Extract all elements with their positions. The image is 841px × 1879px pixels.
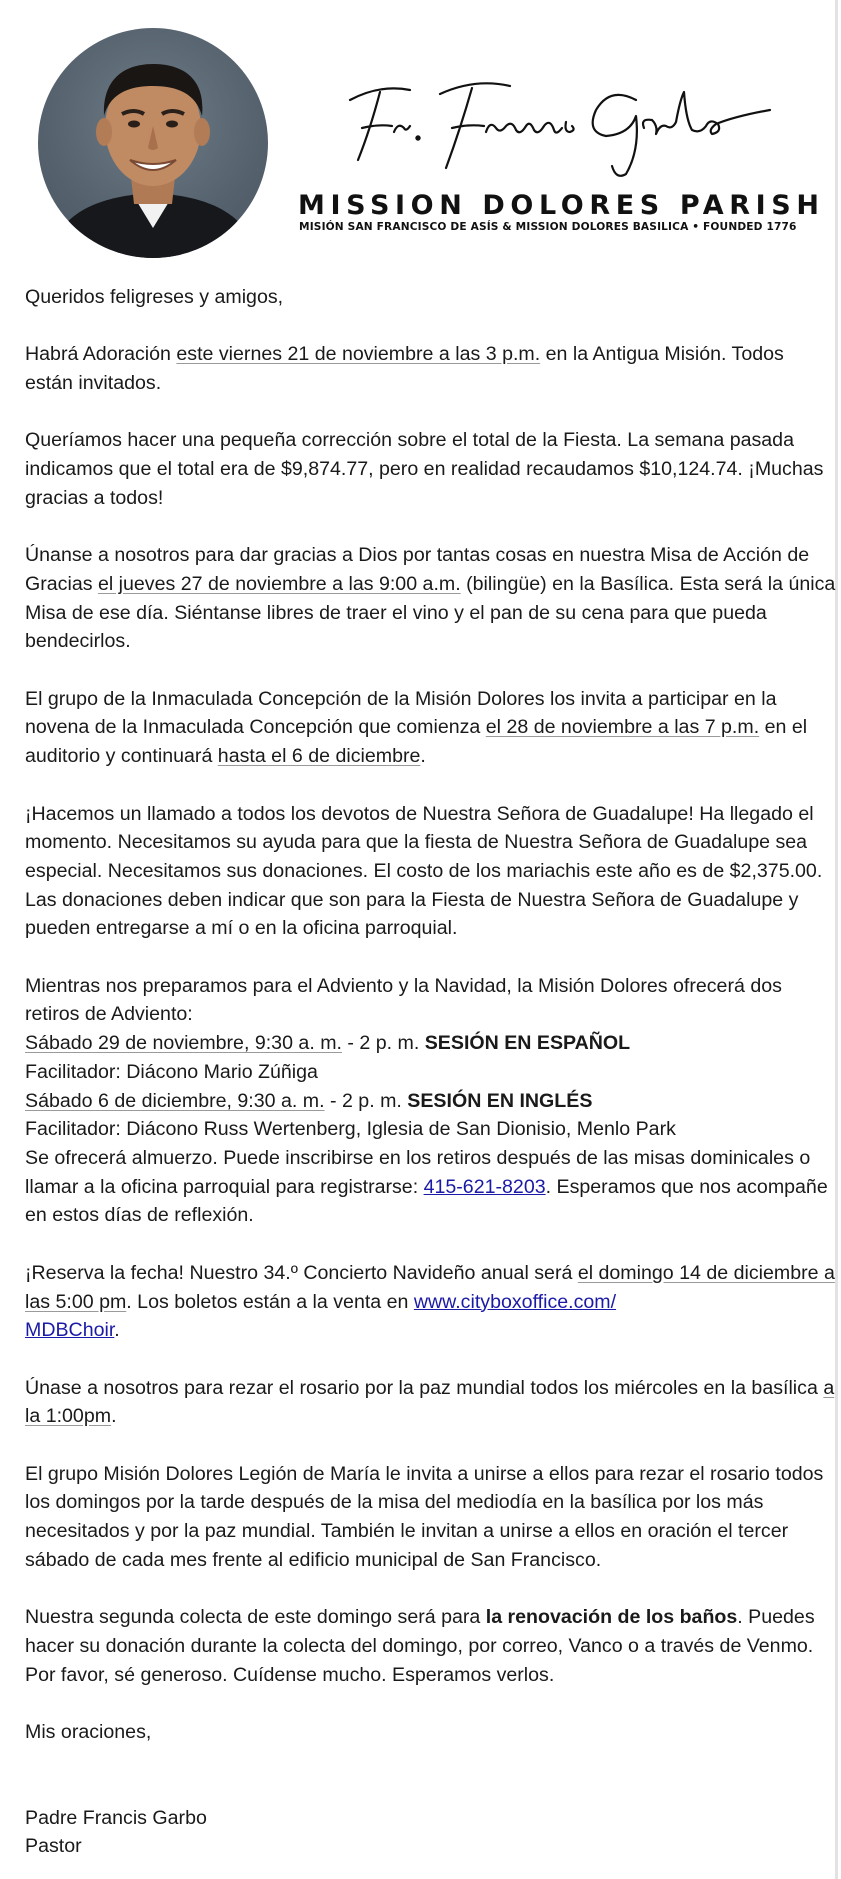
session-english: SESIÓN EN INGLÉS	[407, 1089, 593, 1112]
paragraph-advent-retreats: Mientras nos preparamos para el Adviento y la Navidad, la Misión Dolores ofrecerá dos retiros de Adviento: Sábado 29 de noviembre, 9:30 a. m. - 2 p. m. SESIÓN EN ESPAÑOL Facilitador: Diácono Mario Zúñiga Sábado 6 de diciembre, 9:30 a. m. - 2 p. m. SESIÓN EN INGLÉS Facilitador: Diácono Russ Wertenberg, Iglesia de San Dionisio, Menlo Park Se ofrecerá almuerzo. Puede inscribirse en los retiros después de las misas dominicales o llamar a la oficina parroquial para registrarse: 415-621-8203. Esperamos que nos acompañe en estos días de reflexión.	[25, 974, 828, 1227]
date-link[interactable]: Sábado 29 de noviembre, 9:30 a. m.	[25, 1032, 342, 1055]
date-link[interactable]: el 28 de noviembre a las 7 p.m.	[485, 716, 760, 739]
paragraph-guadalupe: ¡Hacemos un llamado a todos los devotos de Nuestra Señora de Guadalupe! Ha llegado el momento. Necesitamos su ayuda para que la fiesta de Nuestra Señora de Guadalupe sea especial. Necesitamos sus donaciones. El costo de los mariachis este año es de $2,375.00. Las donaciones deben indicar que son para la Fiesta de Nuestra Señora de Guadalupe y pueden entregarse a mí o en la oficina parroquial.	[25, 802, 823, 940]
phone-link[interactable]: 415-621-8203	[423, 1175, 546, 1198]
parish-name: MISSION DOLORES PARISH	[298, 190, 825, 221]
facilitator-1: Facilitador: Diácono Mario Zúñiga	[25, 1060, 318, 1083]
date-link[interactable]: el domingo 14 de diciembre a las 5:00 pm	[25, 1261, 835, 1313]
priest-portrait-icon	[38, 28, 268, 258]
paragraph-adoration: Habrá Adoración este viernes 21 de noviembre a las 3 p.m. en la Antigua Misión. Todos están invitados.	[25, 343, 784, 395]
session-spanish: SESIÓN EN ESPAÑOL	[424, 1032, 631, 1055]
greeting: Queridos feligreses y amigos,	[25, 286, 284, 308]
signer-name: Padre Francis Garbo	[25, 1806, 207, 1829]
paragraph-second-collection: Nuestra segunda colecta de este domingo será para la renovación de los baños. Puedes hacer su donación durante la colecta del domingo, por correo, Vanco o a través de Venmo. Por favor, sé generoso. Cuídense mucho. Esperamos verlos.	[25, 1606, 815, 1686]
paragraph-fiesta-correction: Queríamos hacer una pequeña corrección sobre el total de la Fiesta. La semana pasada indicamos que el total era de $9,874.77, pero en realidad recaudamos $10,124.74. ¡Muchas gracias a todos!	[25, 429, 824, 509]
signature-block	[25, 1804, 837, 1861]
signer-title: Pastor	[25, 1835, 82, 1858]
paragraph-concert: ¡Reserva la fecha! Nuestro 34.º Concierto Navideño anual será el domingo 14 de diciembre a las 5:00 pm. Los boletos están a la venta en www.cityboxoffice.com/ MDBChoir.	[25, 1261, 835, 1342]
date-link[interactable]: este viernes 21 de noviembre a las 3 p.m.	[176, 343, 541, 366]
tickets-link[interactable]: www.cityboxoffice.com/	[413, 1290, 617, 1313]
paragraph-novena: El grupo de la Inmaculada Concepción de la Misión Dolores los invita a participar en la novena de la Inmaculada Concepción que comienza el 28 de noviembre a las 7 p.m. en el auditorio y continuará hasta el 6 de diciembre.	[25, 687, 808, 768]
date-link[interactable]: el jueves 27 de noviembre a las 9:00 a.m.	[97, 572, 461, 595]
date-link[interactable]: hasta el 6 de diciembre	[217, 745, 421, 768]
date-link[interactable]: Sábado 6 de diciembre, 9:30 a. m.	[25, 1089, 325, 1112]
header-banner	[0, 0, 838, 265]
tickets-link-continued[interactable]: MDBChoir	[25, 1319, 115, 1342]
letter-body	[25, 283, 837, 1861]
facilitator-2: Facilitador: Diácono Russ Wertenberg, Iglesia de San Dionisio, Menlo Park	[25, 1118, 676, 1141]
paragraph-rosary-wednesday: Únase a nosotros para rezar el rosario por la paz mundial todos los miércoles en la basílica a la 1:00pm.	[25, 1376, 835, 1428]
signature-logo	[340, 70, 780, 180]
paragraph-thanksgiving-mass: Únanse a nosotros para dar gracias a Dios por tantas cosas en nuestra Misa de Acción de Gracias el jueves 27 de noviembre a las 9:00 a.m. (bilingüe) en la Basílica. Esta será la única Misa de ese día. Siéntanse libres de traer el vino y el pan de su cena para que pueda bendecirlos.	[25, 544, 836, 653]
closing: Mis oraciones,	[25, 1720, 152, 1743]
time-link[interactable]: a la 1:00pm	[25, 1376, 835, 1428]
parish-subtitle: MISIÓN SAN FRANCISCO DE ASÍS & MISSION DOLORES BASILICA • FOUNDED 1776	[299, 221, 797, 233]
paragraph-legion-of-mary: El grupo Misión Dolores Legión de María le invita a unirse a ellos para rezar el rosario todos los domingos por la tarde después de la misa del mediodía en la basílica por los más necesitados y por la paz mundial. También le invitan a unirse a ellos en oración el tercer sábado de cada mes frente al edificio municipal de San Francisco.	[25, 1462, 824, 1571]
